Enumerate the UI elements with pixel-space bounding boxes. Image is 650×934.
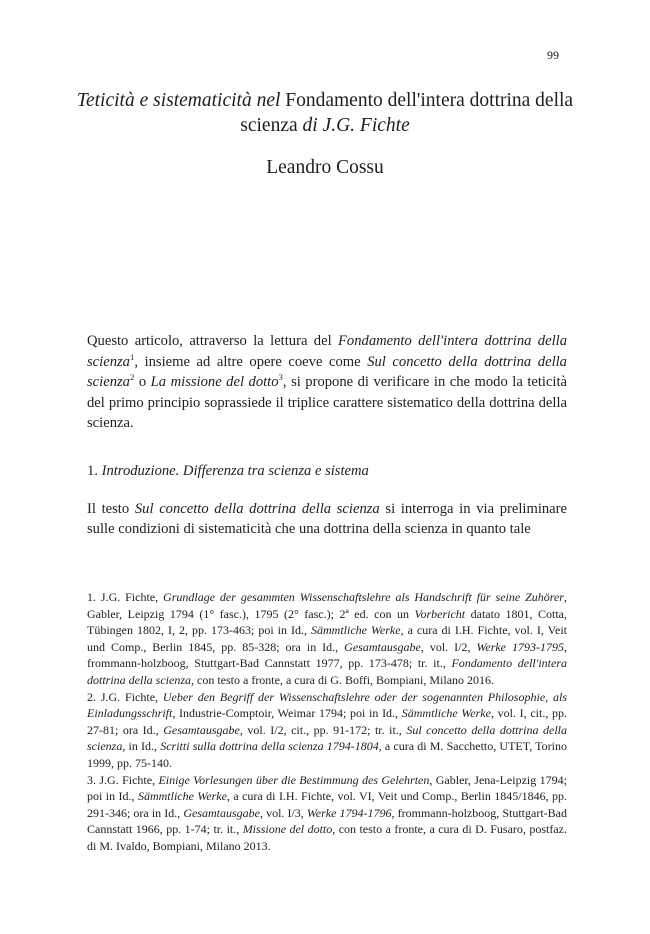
footnote-work-title: Werke 1794-1796: [306, 805, 392, 820]
footnote-work-title: Gesamtausgabe: [183, 805, 260, 820]
body-paragraph: [87, 499, 567, 539]
footnote-work-title: Sul concetto della dottrina della scienza: [87, 722, 568, 754]
footnote-text: , frommann-holzboog, Stuttgart-Bad Cannstatt 1966, pp. 1-74; tr. it.,: [87, 805, 567, 837]
title-work-name: Fondamento dell'intera dottrina della scienza: [240, 90, 574, 136]
footnote-text: , Gabler, Leipzig 1794 (1° fasc.), 1795 (2° fasc.); 2ª ed. con un: [87, 590, 567, 621]
abstract: [87, 331, 567, 434]
body-text: [87, 499, 567, 539]
footnote-work-title: Werke 1793-1795: [476, 639, 564, 654]
footnote-work-title: Sämmtliche Werke: [401, 706, 491, 721]
footnote-text: , vol. I/3,: [259, 805, 307, 820]
abstract-work-title: La missione del dotto: [150, 374, 279, 390]
abstract-paragraph: [87, 331, 567, 434]
body-work-title: Sul concetto della dottrina della scienza: [134, 501, 380, 517]
footnote-text: , con testo a fronte, a cura di G. Boffi, Bompiani, Milano 2016.: [191, 672, 495, 687]
footnote-2: [87, 689, 567, 772]
footnote-work-title: Gesamtausgabe: [163, 722, 240, 737]
footnote-text: , con testo a fronte, a cura di D. Fusaro, postfaz. di M. Ivaldo, Bompiani, Milano 2013.: [87, 822, 567, 853]
footnote-work-title: Fondamento dell'intera dottrina della scienza: [87, 656, 567, 687]
footnote-text: 1. J.G. Fichte,: [87, 590, 164, 604]
footnote-work-title: Sämmtliche Werke: [137, 789, 227, 804]
abstract-text: , insieme ad altre opere coeve come: [134, 353, 368, 370]
footnote-ref-1: 1: [129, 351, 135, 362]
footnote-text: , vol. I, cit., pp. 27-81; ora Id.,: [87, 706, 568, 737]
footnote-text: , vol. I/2, cit., pp. 91-172; tr. it.,: [239, 722, 407, 737]
footnote-text: , frommann-holzboog, Stuttgart-Bad Cannstatt 1977, pp. 173-478; tr. it.,: [87, 639, 567, 671]
title-author-part: di J.G. Fichte: [302, 115, 410, 136]
footnote-text: 3. J.G. Fichte,: [87, 772, 159, 787]
footnote-text: datato 1801, Cotta, Tübingen 1802, I, 2, pp. 173-463; poi in Id.,: [87, 606, 567, 638]
footnote-text: , a cura di M. Sacchetto, UTET, Torino 1999, pp. 75-140.: [87, 739, 567, 770]
abstract-text: Questo articolo, attraverso la lettura del: [87, 333, 339, 349]
footnote-text: , in Id.,: [122, 739, 161, 754]
abstract-text: o: [134, 374, 151, 390]
author-name: Leandro Cossu: [266, 157, 384, 178]
abstract-text: , si propone di verificare in che modo la teticità del primo principio soprassiede il triplice carattere sistematico della dottrina della scienza.: [87, 374, 568, 431]
body-text-run: Il testo: [87, 501, 135, 517]
article-title: [60, 88, 590, 138]
section-title: Introduzione. Differenza tra scienza e sistema: [101, 463, 369, 479]
footnote-text: , Industrie-Comptoir, Weimar 1794; poi in Id.,: [172, 706, 402, 721]
title-italic-part: Teticità e sistematicità nel: [76, 90, 281, 111]
footnote-work-title: Einige Vorlesungen über die Bestimmung des Gelehrten: [158, 772, 430, 787]
footnote-text: , a cura di I.H. Fichte, vol. VI, Veit und Comp., Berlin 1845/1846, pp. 291-346; ora in Id.,: [87, 789, 568, 820]
footnote-1: [87, 589, 567, 689]
footnote-text: , vol. I/2,: [420, 639, 477, 654]
footnote-3: [87, 772, 567, 855]
footnote-work-title: Vorbericht: [414, 606, 466, 621]
page-number: 99: [547, 48, 559, 62]
footnote-work-title: Scritti sulla dottrina della scienza 1794-1804: [160, 739, 379, 754]
footnote-work-title: Gesamtausgabe: [344, 639, 421, 654]
footnote-work-title: Grundlage der gesammten Wissenschaftslehre als Handschrift für seine Zuhörer: [163, 590, 564, 604]
section-heading: [87, 463, 369, 480]
footnote-text: 2. J.G. Fichte,: [87, 689, 163, 704]
abstract-work-title: Sul concetto della dottrina della scienza: [87, 353, 567, 390]
footnote-text: , Gabler, Jena-Leipzig 1794; poi in Id.,: [87, 772, 567, 804]
footnotes: [87, 589, 567, 855]
abstract-work-title: Fondamento dell'intera dottrina della scienza: [87, 333, 567, 370]
footnote-text: , a cura di I.H. Fichte, vol. I, Veit und Comp., Berlin 1845, pp. 85-328; ora in Id.,: [87, 623, 567, 654]
footnote-ref-2: 2: [129, 372, 135, 383]
footnote-work-title: Sämmtliche Werke: [311, 623, 401, 638]
footnote-ref-3: 3: [278, 372, 283, 383]
section-number: 1.: [87, 463, 102, 479]
footnote-work-title: Ueber den Begriff der Wissenschaftslehre oder der sogenannten Philosophie, als Einladungsschrift: [87, 689, 567, 721]
footnote-work-title: Missione del dotto: [242, 822, 333, 837]
body-text-run: si interroga in via preliminare sulle condizioni di sistematicità che una dottrina della scienza in quanto tale: [87, 501, 567, 537]
